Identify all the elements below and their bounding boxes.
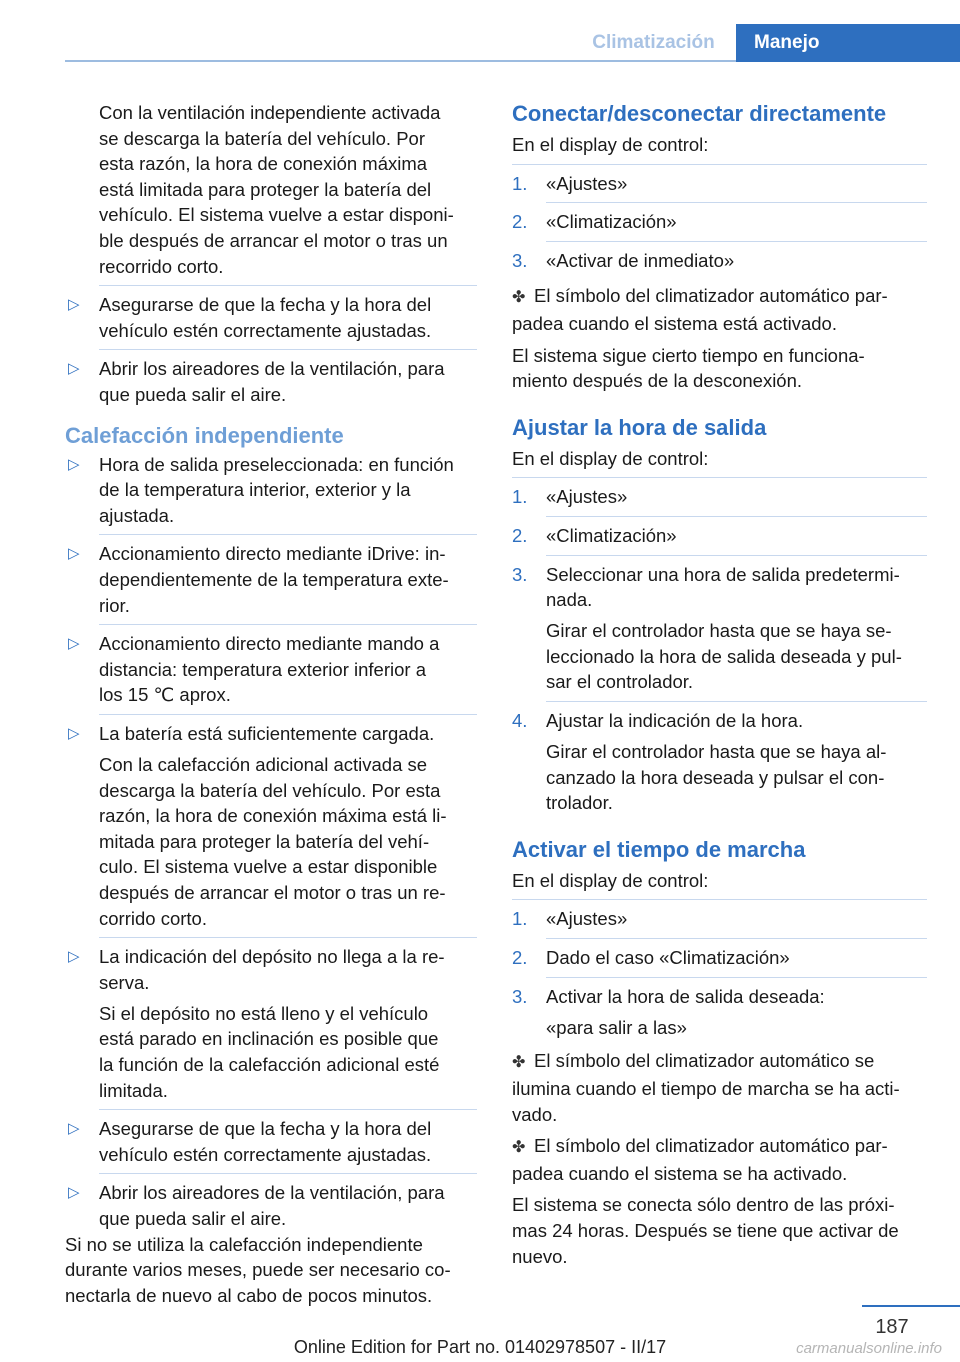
tank-note: Si el depósito no está lleno y el vehículo está parado en inclinación es posible que la función de la calefacción adicional esté limitada.	[99, 1002, 440, 1101]
triangle-right-icon: ▷	[68, 1120, 80, 1138]
triangle-right-icon: ▷	[68, 1184, 80, 1202]
heading-run-time: Activar el tiempo de marcha	[512, 836, 806, 862]
separator	[99, 1173, 477, 1174]
separator	[546, 555, 927, 556]
chapter-tab: Manejo	[736, 24, 960, 62]
list-item: ▷ Accionamiento directo mediante mando a distancia: temperatura exterior inferior a los 15 ℃ aprox.	[68, 633, 440, 706]
lead-text: En el display de control:	[512, 447, 709, 469]
lead-text: En el display de control:	[512, 134, 709, 155]
ventilation-battery-note: Con la ventilación independiente activada se descarga la batería del vehículo. Por esta razón, la hora de conexión máxima está limitada para proteger la batería del vehículo. El sistema vuelve a estar disponi‐ ble después de arrancar el motor o tras un recorrido corto.	[99, 102, 454, 277]
list-item: ▷ La batería está suficientemente cargada. Con la calefacción adicional activada se descarga la batería del vehículo. Por esta razón, la hora de conexión máxima está li‐ mitada para proteger la batería del vehí‐ culo. El sistema vuelve a estar disponible después de arrancar el motor o tras un re‐ corrido corto.	[65, 721, 477, 931]
triangle-right-icon: ▷	[68, 724, 80, 742]
separator	[99, 624, 477, 625]
page-number: 187	[875, 1316, 909, 1338]
list-item: ▷ La indicación del depósito no llega a la re‐ serva. Si el depósito no está lleno y el vehículo está parado en inclinación es posible que la función de la calefacción adicional esté limitada.	[65, 944, 477, 1103]
note-blinking: ✤ El símbolo del climatizador automático par‐ padea cuando el sistema se ha activado.	[512, 1135, 888, 1184]
list-item: 3. Activar la hora de salida deseada: «para salir a las»	[512, 984, 927, 1041]
right-column	[512, 100, 927, 1269]
separator	[546, 938, 927, 939]
list-item: 3. Seleccionar una hora de salida predetermi‐ nada. Girar el controlador hasta que se haya se‐ leccionado la hora de salida deseada y pul‐ sar el controlador.	[512, 562, 927, 695]
section-tab: Climatización	[592, 32, 715, 53]
list-item: ▷ Asegurarse de que la fecha y la hora del vehículo estén correctamente ajustadas.	[68, 1118, 432, 1165]
separator	[99, 937, 477, 938]
separator	[512, 164, 927, 165]
list-item: 2. Dado el caso «Climatización»	[512, 947, 790, 969]
heading-departure-time: Ajustar la hora de salida	[512, 414, 767, 440]
triangle-right-icon: ▷	[68, 296, 80, 314]
separator	[99, 534, 477, 535]
separator	[546, 516, 927, 517]
step-detail: Girar el controlador hasta que se haya al‐ canzado la hora deseada y pulsar el con‐ trolador.	[546, 741, 887, 814]
battery-note: Con la calefacción adicional activada se descarga la batería del vehículo. Por esta razón, la hora de conexión máxima está li‐ mitada para proteger la batería del vehí‐ culo. El sistema vuelve a estar disponible después de arrancar el motor o tras un re‐ corrido corto.	[99, 753, 447, 929]
list-item: 2. «Climatización»	[512, 524, 677, 546]
separator	[546, 202, 927, 203]
step-detail: Girar el controlador hasta que se haya se‐ leccionado la hora de salida deseada y pul‐ sar el controlador.	[546, 620, 902, 693]
triangle-right-icon: ▷	[68, 545, 80, 563]
separator	[546, 977, 927, 978]
left-column	[65, 100, 477, 1308]
list-item: 2. «Climatización»	[512, 211, 677, 233]
separator	[99, 349, 477, 350]
fan-icon: ✤	[512, 289, 526, 307]
lead-text: En el display de control:	[512, 869, 709, 891]
heading-independent-heating: Calefacción independiente	[65, 422, 344, 448]
fan-icon: ✤	[512, 1139, 526, 1157]
note-24h: El sistema se conecta sólo dentro de las próxi‐ mas 24 horas. Después se tiene que activar de nuevo.	[512, 1194, 899, 1267]
watermark: carmanualsonline.info	[796, 1340, 942, 1357]
note-lit: ✤ El símbolo del climatizador automático se ilumina cuando el tiempo de marcha se ha acti‐ vado.	[512, 1050, 900, 1125]
separator	[99, 714, 477, 715]
separator	[546, 701, 927, 702]
list-item: 1. «Ajustes»	[512, 908, 628, 930]
list-item: 1. «Ajustes»	[512, 486, 628, 508]
list-item: ▷ Hora de salida preseleccionada: en función de la temperatura interior, exterior y la ajustada.	[68, 453, 454, 526]
note-blinking: ✤ El símbolo del climatizador automático par‐ padea cuando el sistema está activado.	[512, 285, 888, 334]
footer-rule	[862, 1305, 960, 1307]
edition-footer: Online Edition for Part no. 01402978507 - II/17	[293, 1337, 667, 1357]
list-item: ▷ Abrir los aireadores de la ventilación, para que pueda salir el aire.	[68, 358, 445, 405]
separator	[99, 285, 477, 286]
separator	[99, 1109, 477, 1110]
list-item: ▷ Abrir los aireadores de la ventilación, para que pueda salir el aire.	[68, 1182, 445, 1229]
list-item: 4. Ajustar la indicación de la hora. Girar el controlador hasta que se haya al‐ canzado la hora deseada y pulsar el con‐ trolador.	[512, 708, 927, 816]
triangle-right-icon: ▷	[68, 635, 80, 653]
step-detail: «para salir a las»	[546, 1016, 687, 1038]
triangle-right-icon: ▷	[68, 360, 80, 378]
list-item: ▷ Accionamiento directo mediante iDrive: in‐ dependientemente de la temperatura exte‐ rior.	[68, 543, 449, 616]
separator	[512, 899, 927, 900]
list-item: 3. «Activar de inmediato»	[512, 249, 735, 271]
note-after-off: El sistema sigue cierto tiempo en funciona‐ miento después de la desconexión.	[512, 344, 865, 392]
list-item: ▷ Asegurarse de que la fecha y la hora del vehículo estén correctamente ajustadas.	[68, 294, 432, 341]
separator	[546, 241, 927, 242]
separator	[512, 477, 927, 478]
triangle-right-icon: ▷	[68, 948, 80, 966]
list-item: 1. «Ajustes»	[512, 172, 628, 194]
fan-icon: ✤	[512, 1054, 526, 1072]
triangle-right-icon: ▷	[68, 455, 80, 473]
heading-direct-switch: Conectar/desconectar directamente	[512, 101, 887, 126]
closing-paragraph: Si no se utiliza la calefacción independiente durante varios meses, puede ser necesario co‐ nectarla de nuevo al cabo de pocos minutos.	[65, 1233, 451, 1306]
